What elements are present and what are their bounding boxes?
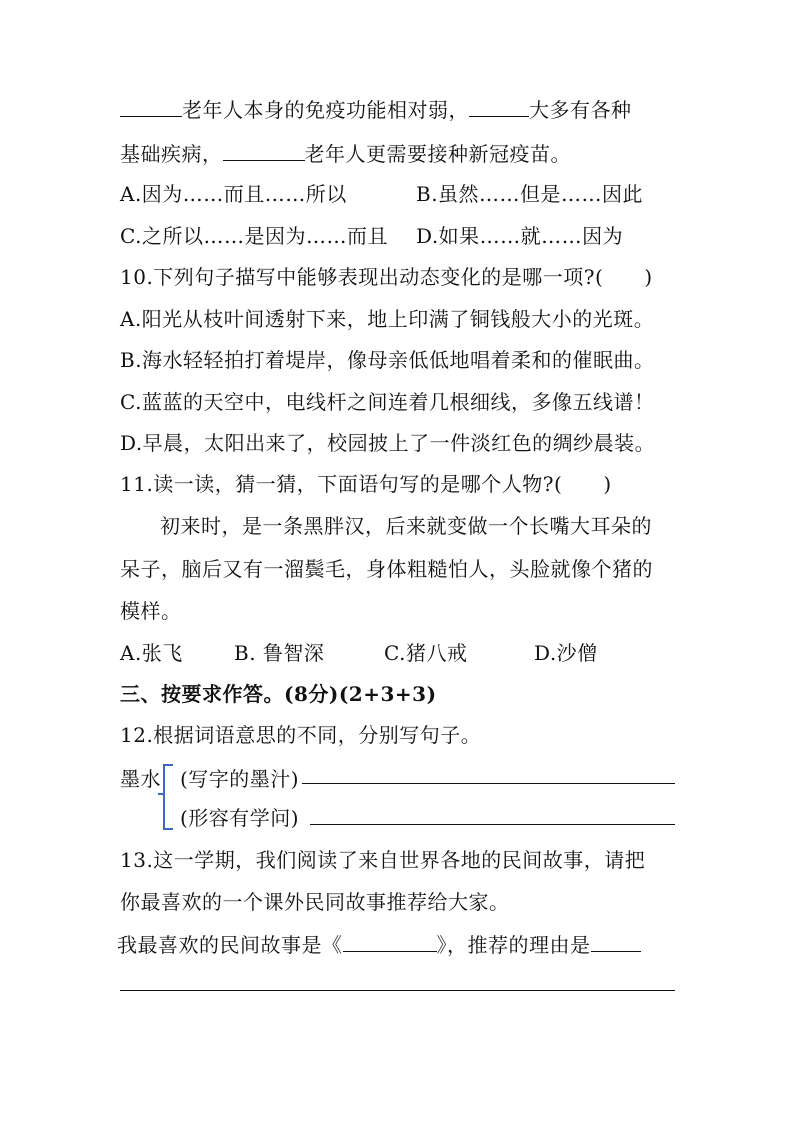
q9-option-b[interactable]: B.虽然……但是……因此	[416, 182, 644, 206]
q11-option-b[interactable]: B. 鲁智深	[234, 641, 325, 665]
q13-answer-text-1: 我最喜欢的民间故事是《	[117, 933, 343, 957]
q9-line-1	[120, 96, 680, 123]
q9-text-2: 大多有各种	[529, 98, 632, 122]
q9-text-3: 基础疾病，	[120, 142, 223, 166]
q11-option-a[interactable]: A.张飞	[120, 641, 183, 665]
q10-option-a[interactable]: A.阳光从枝叶间透射下来，地上印满了铜钱般大小的光斑。	[120, 307, 655, 331]
q12-meaning-2: (形容有学问)	[180, 806, 300, 830]
q9-blank-1[interactable]	[120, 96, 182, 117]
q11-option-c[interactable]: C.猪八戒	[384, 641, 468, 665]
section-3-heading: 三、按要求作答。(8分)(2+3+3)	[120, 682, 437, 706]
q11-passage-line-3: 模样。	[120, 599, 182, 623]
q11-passage-line-1: 初来时，是一条黑胖汉，后来就变做一个长嘴大耳朵的	[160, 514, 652, 538]
q9-option-c[interactable]: C.之所以……是因为……而且	[120, 224, 388, 248]
q13-question-line-1: 13.这一学期，我们阅读了来自世界各地的民间故事，请把	[120, 848, 646, 872]
q13-reason-continuation-line[interactable]	[120, 990, 675, 991]
q10-option-d[interactable]: D.早晨，太阳出来了，校园披上了一件淡红色的绸纱晨装。	[120, 431, 656, 455]
q9-line-2	[120, 140, 680, 167]
q9-option-a[interactable]: A.因为……而且……所以	[120, 182, 347, 206]
q10-question: 10.下列句子描写中能够表现出动态变化的是哪一项?( )	[120, 265, 653, 289]
q11-option-d[interactable]: D.沙僧	[534, 641, 598, 665]
q13-answer-line	[117, 931, 677, 958]
q11-passage-line-2: 呆子，脑后又有一溜鬓毛，身体粗糙怕人，头脸就像个猪的	[120, 557, 653, 581]
q12-answer-line-2[interactable]	[310, 824, 675, 825]
q13-answer-text-2: 》，推荐的理由是	[436, 933, 591, 957]
q9-option-d[interactable]: D.如果……就……因为	[416, 224, 624, 248]
q12-brace-tip	[158, 793, 164, 795]
q10-option-b[interactable]: B.海水轻轻拍打着堤岸，像母亲低低地唱着柔和的催眠曲。	[120, 348, 655, 372]
q11-question: 11.读一读，猜一猜，下面语句写的是哪个人物?( )	[120, 472, 612, 496]
q13-reason-blank[interactable]	[591, 931, 641, 952]
q9-text-4: 老年人更需要接种新冠疫苗。	[304, 142, 571, 166]
q9-text-1: 老年人本身的免疫功能相对弱，	[182, 98, 469, 122]
q13-story-title-blank[interactable]	[343, 931, 437, 952]
q12-answer-line-1[interactable]	[302, 783, 675, 784]
q12-meaning-1: (写字的墨汁)	[180, 767, 300, 791]
q13-question-line-2: 你最喜欢的一个课外民同故事推荐给大家。	[120, 890, 510, 914]
q12-word: 墨水	[120, 767, 161, 791]
q9-blank-2[interactable]	[469, 96, 529, 117]
q9-blank-3[interactable]	[223, 140, 305, 161]
q10-option-c[interactable]: C.蓝蓝的天空中，电线杆之间连着几根细线，多像五线谱！	[120, 390, 655, 414]
q12-question: 12.根据词语意思的不同，分别写句子。	[120, 723, 482, 747]
q12-brace	[163, 764, 173, 830]
